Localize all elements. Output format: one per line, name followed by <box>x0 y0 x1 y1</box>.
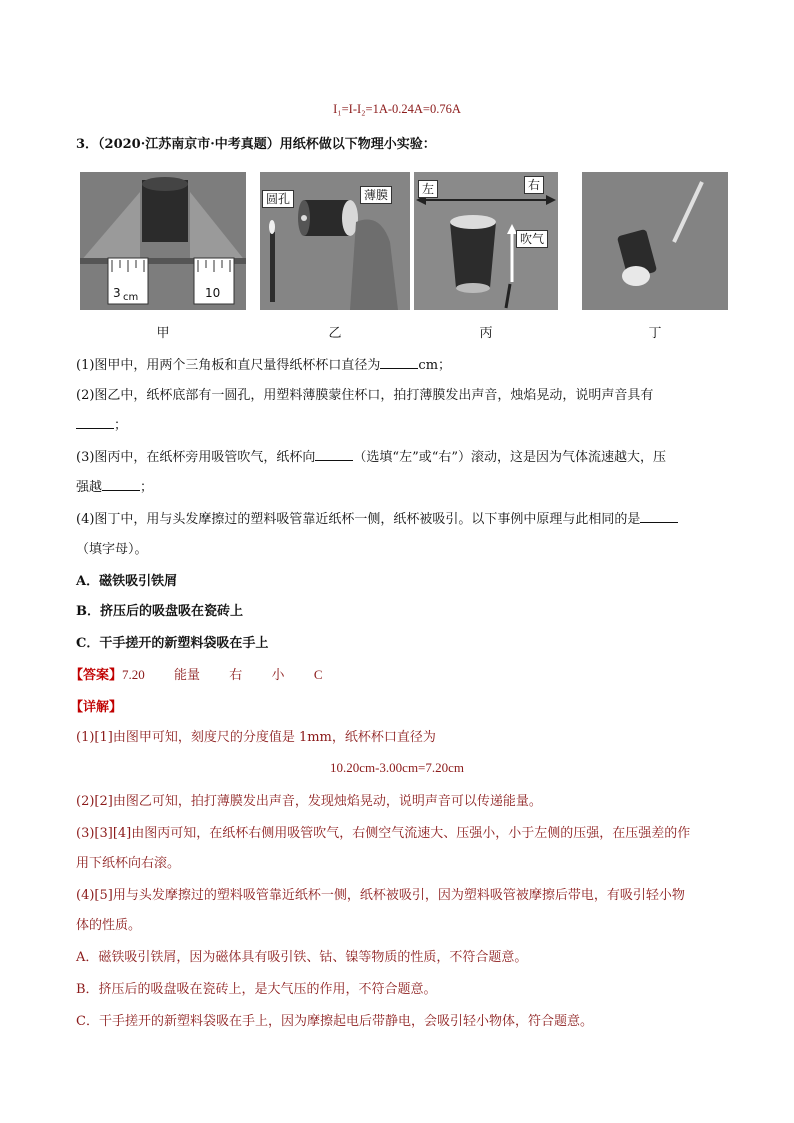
answer-value-3: 右 <box>229 667 243 682</box>
blank-4[interactable] <box>102 478 140 491</box>
answer-label: 【答案】 <box>70 667 123 682</box>
detail-3: (3)[3][4]由图丙可知，在纸杯右侧用吸管吹气，右侧空气流速大、压强小，小于左侧的压强，在压强差的作 <box>76 826 691 841</box>
figure-caption-jia: 甲 <box>156 326 170 341</box>
figure-jia <box>80 172 246 342</box>
answer-line <box>70 664 322 683</box>
figure-caption-yi: 乙 <box>328 326 342 341</box>
detail-label-text: 【详解】 <box>70 700 123 715</box>
option-a: A．磁铁吸引铁屑 <box>76 574 178 589</box>
blank-1[interactable] <box>380 356 418 369</box>
label-blow: 吹气 <box>516 230 548 248</box>
question-heading: 3．（2020·江苏南京市·中考真题）用纸杯做以下物理小实验： <box>76 137 436 152</box>
label-left: 左 <box>418 180 438 198</box>
subquestion-4-cont: （填字母）。 <box>76 542 148 557</box>
ruler-label-left: 3 <box>113 286 121 300</box>
figure-ding <box>582 172 728 342</box>
blank-5[interactable] <box>640 510 678 523</box>
figure-row <box>76 172 736 342</box>
subquestion-2-cont <box>76 414 127 433</box>
subquestion-2-end: ； <box>114 418 128 433</box>
label-film: 薄膜 <box>360 186 392 204</box>
figure-caption-bing: 丙 <box>479 326 493 341</box>
subquestion-1-text: (1)图甲中，用两个三角板和直尺量得纸杯杯口直径为 <box>76 358 381 373</box>
subquestion-3-end: ； <box>140 480 154 495</box>
photo-straw-cup <box>582 172 728 310</box>
answer-value-2: 能量 <box>174 667 201 682</box>
figure-yi <box>260 172 410 342</box>
blank-3[interactable] <box>315 448 353 461</box>
detail-4-cont: 体的性质。 <box>76 918 142 933</box>
ruler-label-right: 10 <box>205 286 221 300</box>
subquestion-4 <box>76 508 678 527</box>
option-c: C．干手搓开的新塑料袋吸在手上 <box>76 636 269 651</box>
subquestion-1 <box>76 354 451 373</box>
subquestion-3-text-b: （选填“左”或“右”）滚动，这是因为气体流速越大，压 <box>353 450 667 465</box>
answer-value-5: C <box>313 667 323 682</box>
subquestion-1-unit: cm； <box>418 358 452 373</box>
subquestion-4-text: (4)图丁中，用与头发摩擦过的塑料吸管靠近纸杯一侧，纸杯被吸引。以下事例中原理与此相同的是 <box>76 512 641 527</box>
subquestion-3-cont <box>76 476 153 495</box>
answer-value-1: 7.20 <box>122 667 145 682</box>
detail-label <box>70 696 122 715</box>
detail-2: (2)[2]由图乙可知，拍打薄膜发出声音，发现烛焰晃动，说明声音可以传递能量。 <box>76 794 542 809</box>
detail-option-a: A．磁铁吸引铁屑，因为磁体具有吸引铁、钴、镍等物质的性质，不符合题意。 <box>76 950 528 965</box>
ruler-label-unit: cm <box>123 292 139 303</box>
label-hole: 圆孔 <box>262 190 294 208</box>
detail-option-b: B．挤压后的吸盘吸在瓷砖上，是大气压的作用，不符合题意。 <box>76 982 437 997</box>
subquestion-3-text: (3)图丙中，在纸杯旁用吸管吹气，纸杯向 <box>76 450 316 465</box>
detail-option-c: C．干手搓开的新塑料袋吸在手上，因为摩擦起电后带静电，会吸引轻小物体，符合题意。 <box>76 1014 593 1029</box>
detail-3-cont: 用下纸杯向右滚。 <box>76 856 181 871</box>
detail-1: (1)[1]由图甲可知，刻度尺的分度值是 1mm，纸杯杯口直径为 <box>76 730 436 745</box>
detail-4: (4)[5]用与头发摩擦过的塑料吸管靠近纸杯一侧，纸杯被吸引，因为塑料吸管被摩擦后带电，有吸引轻小物 <box>76 888 685 903</box>
label-right: 右 <box>524 176 544 194</box>
subquestion-2: (2)图乙中，纸杯底部有一圆孔，用塑料薄膜蒙住杯口，拍打薄膜发出声音，烛焰晃动，说明声音具有 <box>76 388 654 403</box>
blank-2[interactable] <box>76 416 114 429</box>
top-formula: I₁=I-I₂=1A-0.24A=0.76A <box>333 102 461 116</box>
figure-caption-ding: 丁 <box>648 326 662 341</box>
option-b: B．挤压后的吸盘吸在瓷砖上 <box>76 604 243 619</box>
answer-value-4: 小 <box>271 667 285 682</box>
figure-bing <box>414 172 558 342</box>
detail-1-formula: 10.20cm-3.00cm=7.20cm <box>329 760 465 775</box>
subquestion-3 <box>76 446 666 465</box>
subquestion-3-text-c: 强越 <box>76 480 103 495</box>
